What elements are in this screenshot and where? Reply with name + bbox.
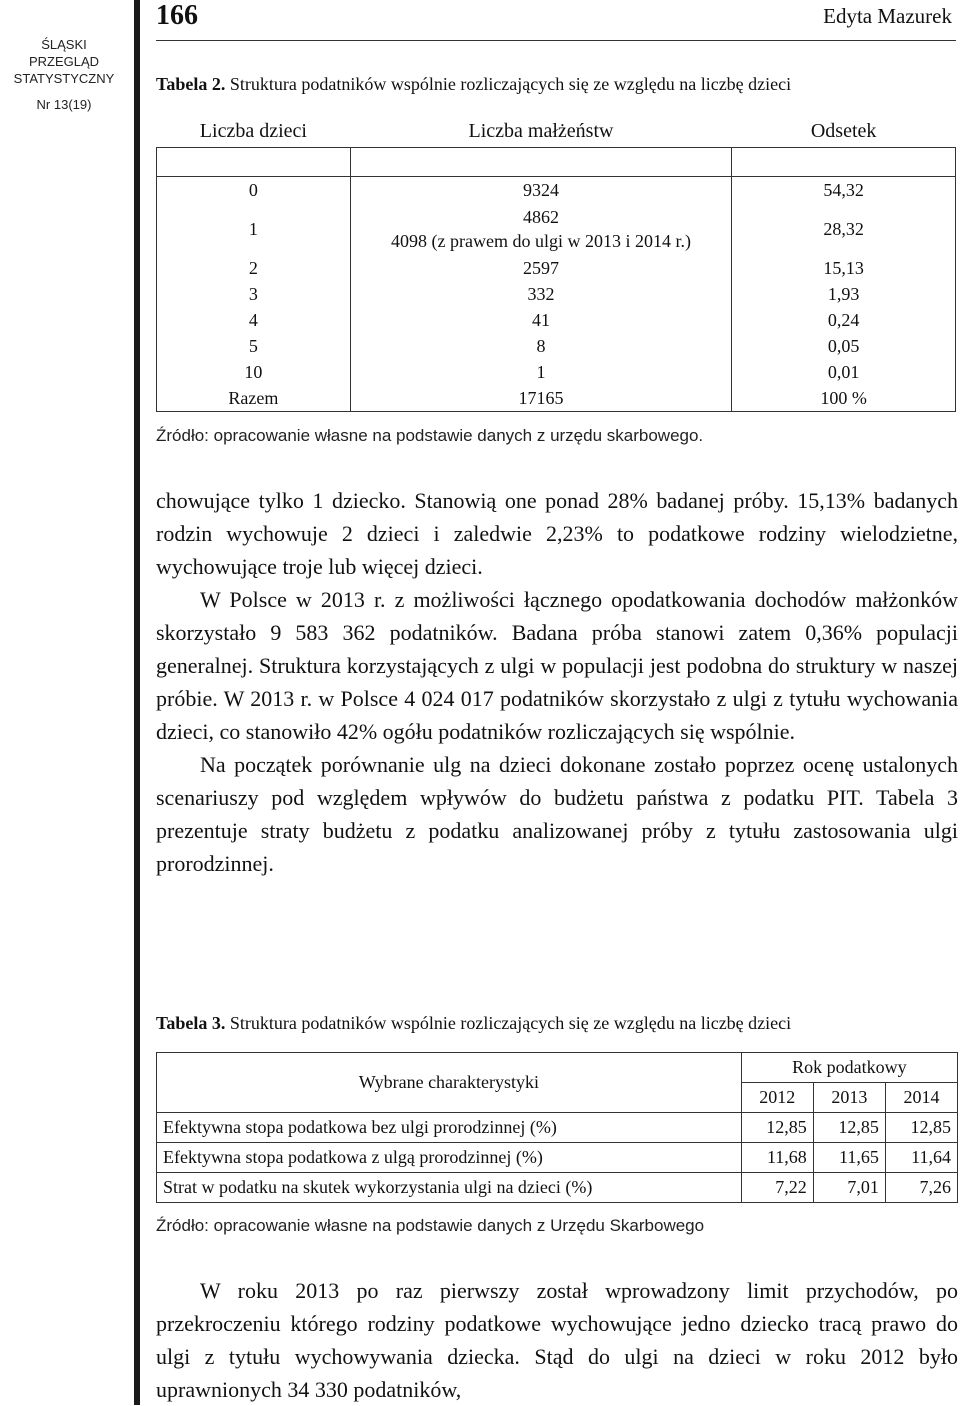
- journal-name-line: STATYSTYCZNY: [13, 71, 115, 86]
- journal-name-line: PRZEGLĄD: [28, 54, 100, 69]
- table-cell: 17165: [350, 385, 732, 412]
- table-total-row: [157, 385, 956, 412]
- table-cell-line: 4862: [523, 207, 559, 227]
- table-cell: 54,32: [732, 177, 956, 204]
- paragraph: chowujące tylko 1 dziecko. Stanowią one ponad 28% badanej próby. 15,13% badanych rodzin wychowuje 2 dzieci i zaledwie 2,23% to podatkowe rodziny wielodzietne, wychowujące troje lub więcej dzieci.: [156, 488, 958, 579]
- table2-spacer-cell: [350, 148, 732, 177]
- table-cell: 12,85: [813, 1113, 885, 1143]
- table3-year-header: 2012: [741, 1083, 813, 1113]
- sidebar: [0, 0, 135, 1405]
- table-row-label: Strat w podatku na skutek wykorzystania ulgi na dzieci (%): [157, 1173, 742, 1203]
- table-cell: 2: [157, 255, 351, 281]
- table3-group-header: Rok podatkowy: [741, 1053, 957, 1083]
- table-cell: 2597: [350, 255, 732, 281]
- table2-caption-label: Tabela 2.: [156, 74, 226, 94]
- table-cell: 0,05: [732, 333, 956, 359]
- table-cell: 332: [350, 281, 732, 307]
- table2-caption: [156, 74, 791, 95]
- table2-spacer-cell: [732, 148, 956, 177]
- table2-header-cell: Liczba dzieci: [157, 115, 351, 148]
- table-cell: 12,85: [885, 1113, 957, 1143]
- table-cell: Razem: [157, 385, 351, 412]
- journal-name: [0, 36, 128, 87]
- table3-year-header: 2013: [813, 1083, 885, 1113]
- table-row: [157, 177, 956, 204]
- table-cell: 4: [157, 307, 351, 333]
- table3-source-note: Źródło: opracowanie własne na podstawie danych z Urzędu Skarbowego: [156, 1216, 705, 1235]
- paragraph: Na początek porównanie ulg na dzieci dokonane zostało poprzez ocenę ustalonych scenariuszy pod względem wpływów do budżetu państwa z podatku PIT. Tabela 3 prezentuje straty budżetu z podatku analizowanej próby z tytułu zastosowania ulgi prorodzinnej.: [156, 752, 958, 876]
- table2-caption-text: Struktura podatników wspólnie rozliczających się ze względu na liczbę dzieci: [229, 74, 792, 94]
- table-cell: 11,65: [813, 1143, 885, 1173]
- table3-header-row: [157, 1053, 958, 1083]
- table-row: [157, 333, 956, 359]
- paragraph: W roku 2013 po raz pierwszy został wprowadzony limit przychodów, po przekroczeniu którego rodziny podatkowe wychowujące jedno dziecko tracą prawo do ulgi z tytułu wychowywania dziecka. Stąd do ulgi na dzieci w roku 2012 było uprawnionych 34 330 podatników,: [156, 1278, 958, 1402]
- table-cell: 0,01: [732, 359, 956, 385]
- table-cell: 1: [157, 203, 351, 255]
- table-cell-line: 4098 (z prawem do ulgi w 2013 i 2014 r.): [391, 231, 691, 251]
- table-cell: 7,22: [741, 1173, 813, 1203]
- table-cell: 11,68: [741, 1143, 813, 1173]
- table-row: [157, 203, 956, 255]
- table2: [156, 115, 956, 412]
- table-cell: 15,13: [732, 255, 956, 281]
- table3-column-header: Wybrane charakterystyki: [157, 1053, 742, 1113]
- table-cell-multiline: [350, 203, 732, 255]
- table-row: [157, 307, 956, 333]
- table3-caption-text: Struktura podatników wspólnie rozliczających się ze względu na liczbę dzieci: [229, 1013, 792, 1033]
- table-cell: 0: [157, 177, 351, 204]
- table-cell: 11,64: [885, 1143, 957, 1173]
- body-text-section-2: [156, 1274, 958, 1406]
- table-cell: 100 %: [732, 385, 956, 412]
- table-cell: 10: [157, 359, 351, 385]
- table2-header-cell: Liczba małżeństw: [350, 115, 732, 148]
- table-cell: 41: [350, 307, 732, 333]
- table3-caption: [156, 1013, 791, 1034]
- table-cell: 8: [350, 333, 732, 359]
- table-cell: 0,24: [732, 307, 956, 333]
- table-row: [157, 281, 956, 307]
- table-row: [157, 1173, 958, 1203]
- table-cell: 5: [157, 333, 351, 359]
- journal-name-line: ŚLĄSKI: [41, 37, 87, 52]
- running-head-author: Edyta Mazurek: [823, 4, 952, 28]
- table2-spacer-cell: [157, 148, 351, 177]
- table-cell: 1,93: [732, 281, 956, 307]
- table-cell: 1: [350, 359, 732, 385]
- table-row: [157, 1113, 958, 1143]
- table2-source-note: Źródło: opracowanie własne na podstawie danych z urzędu skarbowego.: [156, 426, 704, 445]
- header-rule: [156, 40, 956, 41]
- body-text-section-1: [156, 484, 958, 880]
- table-row-label: Efektywna stopa podatkowa bez ulgi prorodzinnej (%): [157, 1113, 742, 1143]
- sidebar-divider: [134, 0, 140, 1405]
- table-cell: 28,32: [732, 203, 956, 255]
- issue-number: Nr 13(19): [36, 97, 92, 112]
- table-cell: 3: [157, 281, 351, 307]
- table-cell: 7,26: [885, 1173, 957, 1203]
- table3-caption-label: Tabela 3.: [156, 1013, 226, 1033]
- table-cell: 9324: [350, 177, 732, 204]
- table-cell: 7,01: [813, 1173, 885, 1203]
- paragraph: W Polsce w 2013 r. z możliwości łącznego opodatkowania dochodów małżonków skorzystało 9 583 362 podatników. Badana próba stanowi zatem 0,36% populacji generalnej. Struktura korzystających z ulgi w populacji jest podobna do struktury w naszej próbie. W 2013 r. w Polsce 4 024 017 podatników skorzystało z ulgi z tytułu wychowania dzieci, co stanowiło 42% ogółu podatników rozliczających się wspólnie.: [156, 587, 958, 744]
- page-number: 166: [156, 0, 198, 31]
- table-row: [157, 359, 956, 385]
- table2-header-cell: Odsetek: [732, 115, 956, 148]
- table2-spacer-row: [157, 148, 956, 177]
- table-row-label: Efektywna stopa podatkowa z ulgą prorodzinnej (%): [157, 1143, 742, 1173]
- table2-header-row: [157, 115, 956, 148]
- table3: [156, 1052, 958, 1203]
- table3-year-header: 2014: [885, 1083, 957, 1113]
- table-cell: 12,85: [741, 1113, 813, 1143]
- table-row: [157, 1143, 958, 1173]
- table-row: [157, 255, 956, 281]
